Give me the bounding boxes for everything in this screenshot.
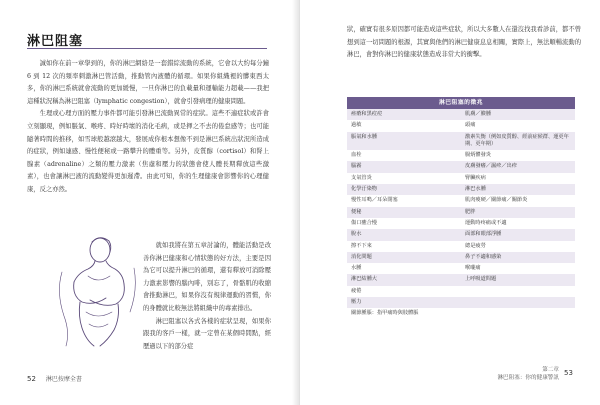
table-row [347, 120, 575, 131]
table-row [347, 132, 575, 151]
table-cell-left: 傷口癒合慢 [351, 219, 377, 226]
table-cell-left: 消化問題 [351, 253, 372, 260]
table-cell-right [461, 297, 575, 308]
table-row [347, 173, 575, 184]
title-divider [27, 48, 267, 49]
table-cell-right: 面部和眼部浮腫 [465, 231, 502, 238]
table-cell-left: 脫水 [351, 231, 362, 238]
table-cell-left: 支氣管炎 [351, 174, 372, 181]
table-cell-right: 運動時疼痛或不適 [465, 219, 507, 226]
table-cell-right: 總是疲勞 [465, 242, 486, 249]
table-row [347, 286, 575, 297]
table-cell-right: 腸炳體發炎 [465, 152, 491, 159]
table-row [347, 263, 575, 274]
table-cell-right: 激素失衡（例如皮質醇、經前症候群、運更年期、更年期） [465, 133, 569, 147]
table-row [347, 184, 575, 195]
table-cell-right: 淋巴水腫 [465, 186, 486, 193]
table-row [347, 308, 575, 319]
table-row [347, 274, 575, 285]
chapter-title-footer: 淋巴阻塞：你的健康警訊 [497, 375, 559, 381]
table-cell-right: 皮膚發癢／濕疹／出疹 [465, 163, 517, 170]
table-cell-right: 喉嚨痛 [465, 265, 481, 272]
left-narrow-text [143, 240, 271, 353]
section-title: 淋巴阻塞 [27, 34, 84, 49]
table-cell-left: 便秘 [351, 208, 362, 215]
table-cell-left: 擦不下來 [351, 242, 372, 249]
page-number-right: 53 [564, 369, 573, 377]
table-row [347, 161, 575, 172]
table-cell-left: 慢性耳鳴／耳朵閉塞 [351, 197, 398, 204]
table-cell-right: 上呼吸道問題 [465, 276, 497, 283]
table-cell-left: 關節腫脹：指甲痛時與肢體脹 [351, 310, 419, 317]
table-cell-right: 鼻子不適和感染 [465, 253, 502, 260]
table-row [347, 297, 575, 308]
table-row [347, 241, 575, 252]
table-cell-left: 脹氣和水腫 [351, 133, 377, 140]
human-figure-lymph-drawing-icon [48, 232, 138, 350]
table-cell-left: 過敏 [351, 122, 362, 129]
table-cell-left: 壓力 [351, 299, 362, 306]
table-row [347, 150, 575, 161]
table-row [347, 229, 575, 240]
table-cell-left: 痤瘡和黑痘痘 [351, 111, 383, 117]
table-cell-left: 化學汙染物 [351, 186, 377, 193]
table-cell-left: 血栓 [351, 152, 362, 159]
table-cell-left: 疲倦 [351, 287, 362, 294]
table-cell-right: 肥胖 [465, 208, 476, 215]
table-cell-right: 肌肉痠硬／關節痛／關節炎 [465, 197, 528, 204]
right-footer [495, 366, 559, 382]
left-footer [27, 374, 82, 383]
table-cell-left: 水腫 [351, 265, 362, 272]
left-body-text [27, 58, 269, 197]
paragraph-1: 誠如你在前一章學到的，你的淋巴網絡是一套錯綜流動的系統，它會以大約每分鐘 6 到 12 次的頻率刺激淋巴管活動，推動管內液體的循環。如果你組織裡的髒東西太多，你的淋巴系統就會流動的更加緩慢，一旦你淋巴的負載量和運輸能力超載——我把這種狀況稱為淋巴阻塞（lymphatic congestion），就會引發病理的健康問題。 [27, 60, 269, 105]
table-cell-left: 淋巴結腫大 [351, 276, 377, 283]
table-row [347, 207, 575, 218]
paragraph-2: 生理或心理方面的壓力事件都可能引發淋巴流動異常的症狀。這些不適症狀或許會立刻顯現，例如脹氣、喉疼、時好時壞的消化毛病，或是揮之不去的倦怠感等；也可能隨著時間的推移，如雪球般越滾越大，發展成你根本想像不到是淋巴系統出狀況所造成的症狀，例如連感、慢性便秘或一路攀升的體重等。另外，皮質醇（cortisol）和腎上腺素（adrenaline）之類的壓力激素（焦慮和壓力的狀態會使人體長期釋放這些激素），也會讓淋巴液的流動變得更加遲滯。由此可知，你的生理健康會影響你的心理健康，反之亦然。 [27, 110, 269, 193]
chapter-label: 第二章 [542, 367, 559, 373]
table-cell-right: 腎臟疾病 [465, 174, 486, 181]
table-row [347, 218, 575, 229]
right-intro-text: 狀，確實有很多原因都可能造成這些症狀，所以大多數人在還沒找我看診前，都不曾想到這一切問題的根源，其實與他們的淋巴健康息息相關，實際上，無法順暢流動的淋巴，會對你淋巴的健康狀態造成非常大的衝擊。 [347, 26, 581, 59]
table-header: 淋巴阻塞的徵兆 [347, 97, 575, 109]
table-row [347, 195, 575, 206]
book-title-footer: 淋巴按摩全書 [45, 376, 82, 383]
table-row [347, 252, 575, 263]
table-cell-right [461, 308, 575, 319]
table-cell-right: 肌膚／臉腫 [465, 111, 491, 117]
table-cell-right: 頭痛 [465, 122, 476, 129]
table-cell-left: 腦霧 [351, 163, 362, 170]
page-number-left: 52 [27, 375, 36, 383]
table-row [347, 109, 575, 120]
paragraph-3: 就如我將在第五章討論的，體能活動是改善你淋巴健康和心情狀態的好方法，主要是因為它可以提升淋巴的循環，還有釋放可消除壓力激素影響的腦內啡，別忘了，骨骼肌的收縮會推動淋巴，如果你沒有規律運動的習慣，你的身體就比較無法將組織中的毒素排出。 [143, 242, 271, 312]
paragraph-4: 淋巴阻塞以各式各樣的症狀呈現，如果你跟我的客戶一樣，就一定曾在某個時間點，經歷過以下的部分症 [143, 317, 271, 350]
symptoms-table [347, 97, 575, 320]
table-cell-right [461, 286, 575, 297]
table-body [347, 109, 575, 320]
